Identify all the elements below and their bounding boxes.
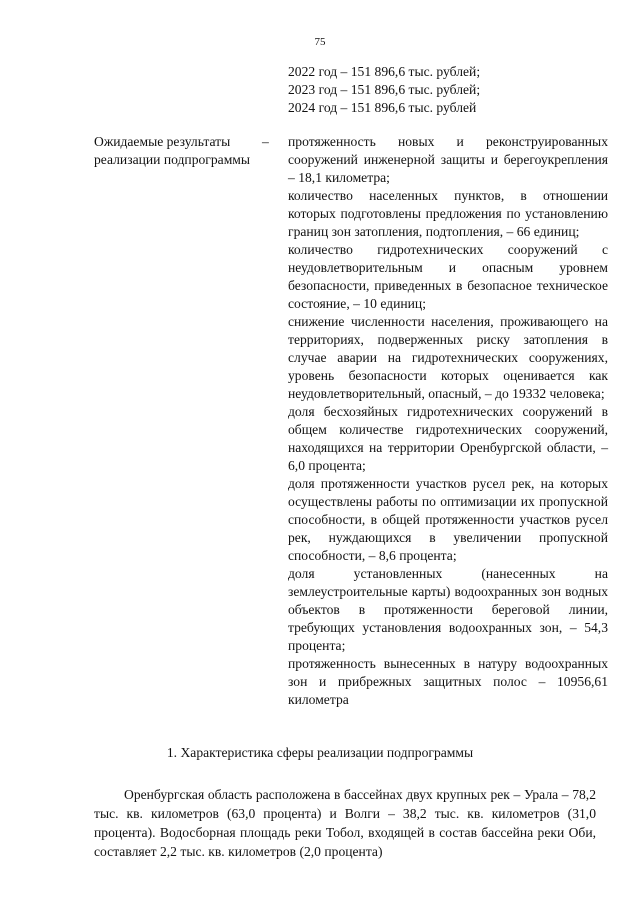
result-item: доля протяженности участков русел рек, на которых осуществлены работы по оптимизации их пропускной способности, в общей протяженности участков русел рек, нуждающихся в увеличении пропускной способности, – 8,6 процента; (288, 476, 608, 563)
expected-results-label: Ожидаемые результаты реализации подпрограммы (94, 134, 251, 167)
funding-line-2023: 2023 год – 151 896,6 тыс. рублей; (288, 82, 481, 97)
result-item: количество населенных пунктов, в отношении которых подготовлены предложения по установлению границ зон затопления, подтопления, – 66 единиц; (288, 188, 608, 239)
result-item: снижение численности населения, проживающего на территориях, подверженных риску затопления в случае аварии на гидротехнических сооружениях, уровень безопасности которых оценивается как неудовлетворительный, опасный, – до 19332 человека; (288, 314, 608, 401)
section-title: 1. Характеристика сферы реализации подпрограммы (166, 745, 474, 760)
body-paragraph: Оренбургская область расположена в бассейнах двух крупных рек – Урала – 78,2 тыс. кв. километров (63,0 процента) и Волги – 38,2 тыс. кв. километров (31,0 процента). Водосборная площадь реки Тобол, входящей в состав бассейна реки Оби, составляет 2,2 тыс. кв. километров (2,0 процента) (94, 787, 596, 859)
result-item: протяженность вынесенных в натуру водоохранных зон и прибрежных защитных полос – 10956,61 километра (288, 656, 608, 707)
label-dash: – (262, 134, 269, 149)
result-item: протяженность новых и реконструированных сооружений инженерной защиты и берегоукрепления – 18,1 километра; (288, 134, 608, 185)
result-item: доля бесхозяйных гидротехнических сооружений в общем количестве гидротехнических сооружений, находящихся на территории Оренбургской области, – 6,0 процента; (288, 404, 608, 473)
result-item: количество гидротехнических сооружений с неудовлетворительным и опасным уровнем безопасности, приведенных в безопасное техническое состояние, – 10 единиц; (288, 242, 608, 311)
expected-results-list (288, 133, 608, 709)
page-number: 75 (314, 36, 326, 48)
funding-block (288, 63, 598, 117)
funding-line-2024: 2024 год – 151 896,6 тыс. рублей (288, 100, 477, 115)
funding-line-2022: 2022 год – 151 896,6 тыс. рублей; (288, 64, 481, 79)
result-item: доля установленных (нанесенных на землеустроительные карты) водоохранных зон водных объектов в протяженности береговой линии, требующих установления водоохранных зон, – 54,3 процента; (288, 566, 608, 653)
